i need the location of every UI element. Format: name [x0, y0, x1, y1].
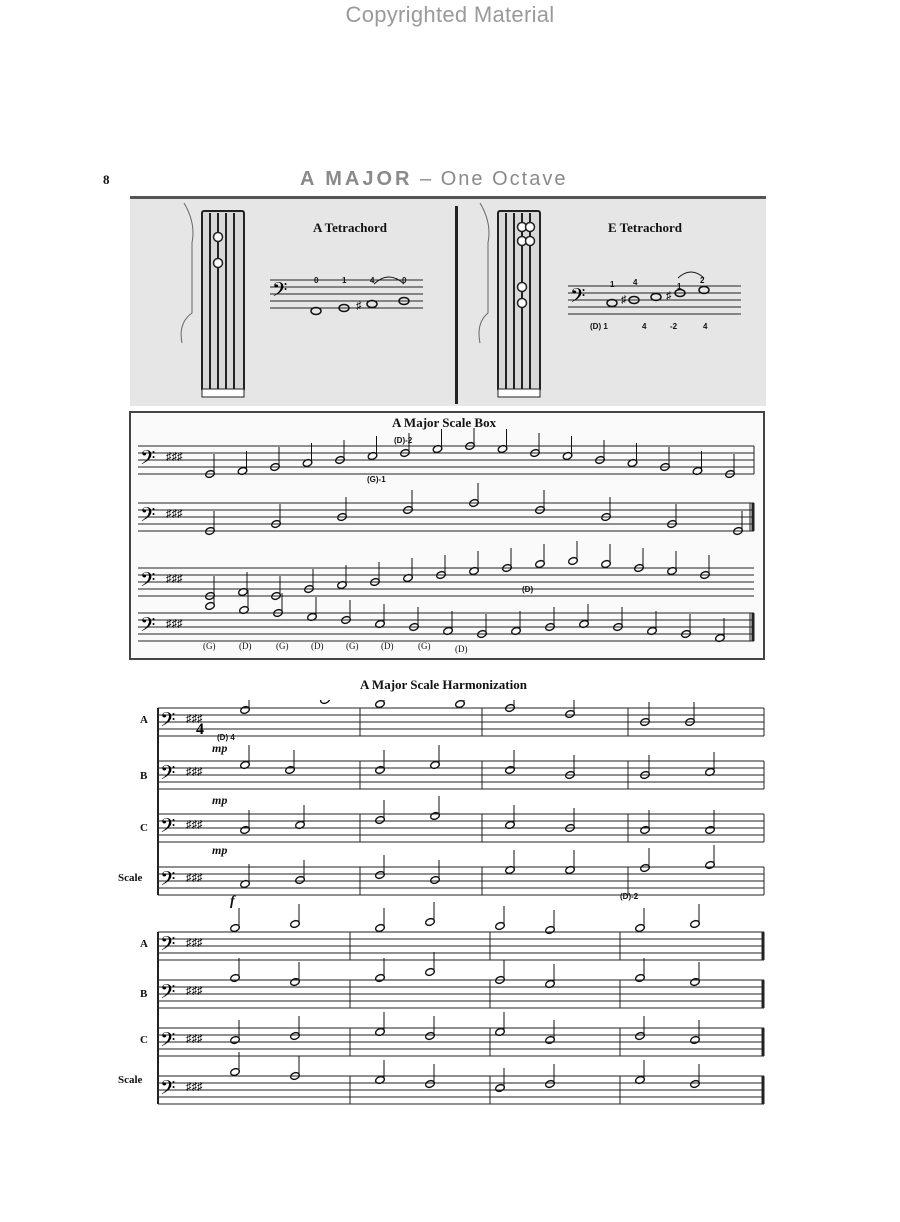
scale-box-staves: [132, 428, 764, 658]
string-label-5: (G): [346, 641, 359, 651]
fingering-a-2: 1: [342, 276, 347, 285]
dynamic-f: f: [230, 894, 235, 909]
key-signature: ♯♯♯: [186, 1033, 203, 1045]
scale-row-3: [138, 568, 754, 596]
svg-text:♯♯♯: ♯♯♯: [166, 618, 183, 630]
scale-row-4: [138, 613, 754, 641]
part-label-b-2: B: [140, 988, 148, 1000]
string-label-6: (D): [381, 641, 394, 651]
bass-clef: 𝄢: [160, 934, 176, 960]
svg-text:𝄢: 𝄢: [140, 448, 156, 474]
annotation-d-2: (D)-2: [620, 892, 639, 901]
system-1: [158, 700, 764, 895]
svg-text:♯: ♯: [666, 290, 672, 302]
svg-text:♯: ♯: [356, 300, 362, 312]
string-label-1: (G): [203, 641, 216, 651]
dynamic-mp-scale: mp: [212, 843, 228, 857]
part-label-c-2: C: [140, 1034, 148, 1046]
scale-box-heading: A Major Scale Box: [392, 415, 497, 430]
fingering-a-1: 0: [314, 276, 319, 285]
part-label-b: B: [140, 770, 148, 782]
harmonization-heading: A Major Scale Harmonization: [360, 677, 527, 692]
title-sub: One Octave: [440, 168, 568, 190]
note-head: [320, 700, 331, 705]
time-signature: 4: [196, 721, 204, 738]
string-label-4: (D): [311, 641, 324, 651]
string-label-2: (D): [239, 641, 252, 651]
scale-row-2: [138, 503, 754, 531]
fingering-a-3: 4: [370, 276, 375, 285]
fingerboard-diagram-right: [470, 203, 560, 403]
scale-box-d-annotation: (D)-2: [394, 436, 413, 445]
a-tetrachord-label: A Tetrachord: [313, 220, 388, 235]
fingering-e-3: 1: [677, 282, 682, 291]
part-label-a-2: A: [140, 938, 148, 950]
key-signature: ♯♯♯: [186, 937, 203, 949]
key-signature: ♯♯♯: [186, 819, 203, 831]
bass-clef: 𝄢: [160, 869, 176, 895]
dynamic-mp-b: mp: [212, 741, 228, 755]
bass-clef: 𝄢: [160, 982, 176, 1008]
fingerboard-diagram-left: [170, 203, 260, 403]
fingering-e-below-1: (D) 1: [590, 322, 608, 331]
bass-clef: 𝄢: [160, 1078, 176, 1104]
page-title: [300, 168, 567, 191]
harmonization-score: [150, 700, 770, 1110]
part-label-a: A: [140, 714, 148, 726]
scale-box-d-annotation-row3: (D): [522, 585, 534, 594]
fingering-e-below-2: 4: [642, 322, 647, 331]
system-2: [158, 902, 764, 1104]
svg-text:♯: ♯: [621, 294, 627, 306]
string-label-8: (D): [455, 644, 468, 654]
svg-text:♯♯♯: ♯♯♯: [166, 573, 183, 585]
svg-text:♯♯♯: ♯♯♯: [166, 508, 183, 520]
title-dash: –: [420, 168, 434, 190]
fingering-e-4: 2: [700, 276, 705, 285]
svg-text:𝄢: 𝄢: [272, 280, 288, 306]
watermark-text: Copyrighted Material: [345, 2, 555, 27]
bass-clef: 𝄢: [160, 763, 176, 789]
bass-clef: 𝄢: [160, 816, 176, 842]
svg-text:♯♯♯: ♯♯♯: [166, 451, 183, 463]
fingering-e-2: 4: [633, 278, 638, 287]
scale-box-g-annotation: (G)-1: [367, 475, 386, 484]
e-tetrachord-label: E Tetrachord: [608, 220, 683, 235]
svg-text:𝄢: 𝄢: [140, 615, 156, 641]
annotation-d4: (D) 4: [217, 733, 235, 742]
dynamic-mp-c: mp: [212, 793, 228, 807]
svg-text:𝄢: 𝄢: [140, 570, 156, 596]
e-tetrachord-staff: [566, 270, 746, 330]
fingering-e-below-4: 4: [703, 322, 708, 331]
svg-text:𝄢: 𝄢: [140, 505, 156, 531]
part-label-scale: Scale: [118, 872, 143, 884]
page-number: 8: [103, 172, 110, 187]
string-label-7: (G): [418, 641, 431, 651]
string-label-3: (G): [276, 641, 289, 651]
fingering-a-4: 0: [402, 276, 407, 285]
key-signature: ♯♯♯: [186, 1081, 203, 1093]
fingering-e-1: 1: [610, 280, 615, 289]
key-signature: ♯♯♯: [186, 985, 203, 997]
title-main: A MAJOR: [300, 168, 413, 190]
panel-divider: [455, 206, 458, 404]
key-signature: ♯♯♯: [186, 713, 203, 725]
part-label-scale-2: Scale: [118, 1074, 143, 1086]
key-signature: ♯♯♯: [186, 766, 203, 778]
fingering-e-below-3: -2: [670, 322, 678, 331]
part-label-c: C: [140, 822, 148, 834]
bass-clef: 𝄢: [160, 1030, 176, 1056]
bass-clef: 𝄢: [160, 710, 176, 736]
svg-text:𝄢: 𝄢: [570, 286, 586, 312]
key-signature: ♯♯♯: [186, 872, 203, 884]
